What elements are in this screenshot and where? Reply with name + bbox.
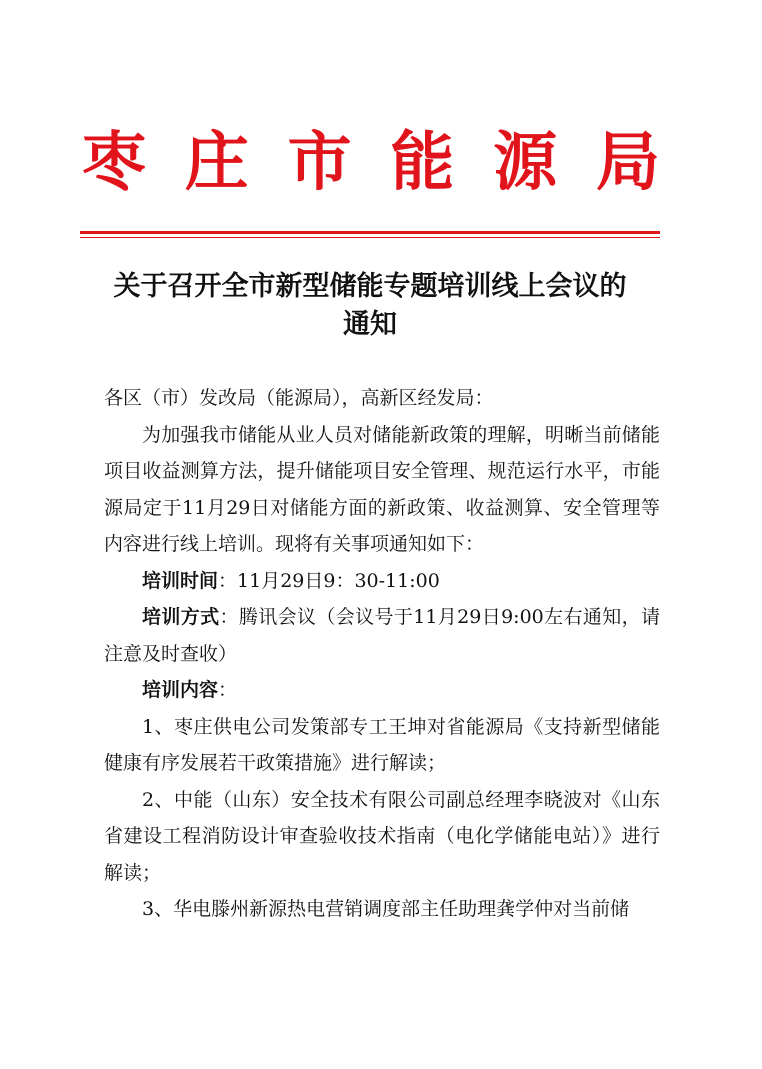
training-method [104, 599, 660, 672]
content-item-3: 3、华电滕州新源热电营销调度部主任助理龚学仲对当前储 [142, 898, 630, 920]
training-time-value: ：11月29日9：30-11:00 [218, 569, 440, 592]
masthead-title [82, 118, 660, 208]
salutation: 各区（市）发改局（能源局），高新区经发局： [104, 387, 494, 409]
training-time-label: 培训时间 [142, 569, 219, 592]
masthead-char: 能 [390, 125, 455, 200]
training-method-value: ：腾讯会议（会议号于11月29日9:00左右通知，请注意及时查收） [104, 606, 660, 665]
masthead-char: 庄 [184, 125, 249, 200]
title-line-1: 关于召开全市新型储能专题培训线上会议的 [113, 271, 627, 302]
training-time [104, 563, 660, 600]
masthead-char: 源 [493, 125, 558, 200]
masthead-char: 市 [287, 125, 352, 200]
masthead-char: 局 [595, 125, 660, 200]
title-line-2: 通知 [343, 309, 397, 340]
red-divider-thin [80, 237, 660, 238]
masthead-char: 枣 [82, 125, 146, 200]
content-item-1: 1、枣庄供电公司发策部专工王坤对省能源局《支持新型储能健康有序发展若干政策措施》进行解读； [104, 715, 660, 774]
content-item-2: 2、中能（山东）安全技术有限公司副总经理李晓波对《山东省建设工程消防设计审查验收技术指南（电化学储能电站）》进行解读； [104, 788, 660, 884]
document-body [104, 380, 660, 928]
intro-paragraph: 为加强我市储能从业人员对储能新政策的理解，明晰当前储能项目收益测算方法，提升储能项目安全管理、规范运行水平，市能源局定于11月29日对储能方面的新政策、收益测算、安全管理等内容进行线上培训。现将有关事项通知如下： [104, 423, 660, 555]
training-content-colon: ： [218, 679, 238, 701]
training-method-label: 培训方式 [142, 606, 220, 628]
training-content-label: 培训内容 [142, 679, 219, 701]
red-divider-thick [80, 231, 660, 234]
training-content [104, 672, 660, 709]
document-title [90, 268, 650, 344]
